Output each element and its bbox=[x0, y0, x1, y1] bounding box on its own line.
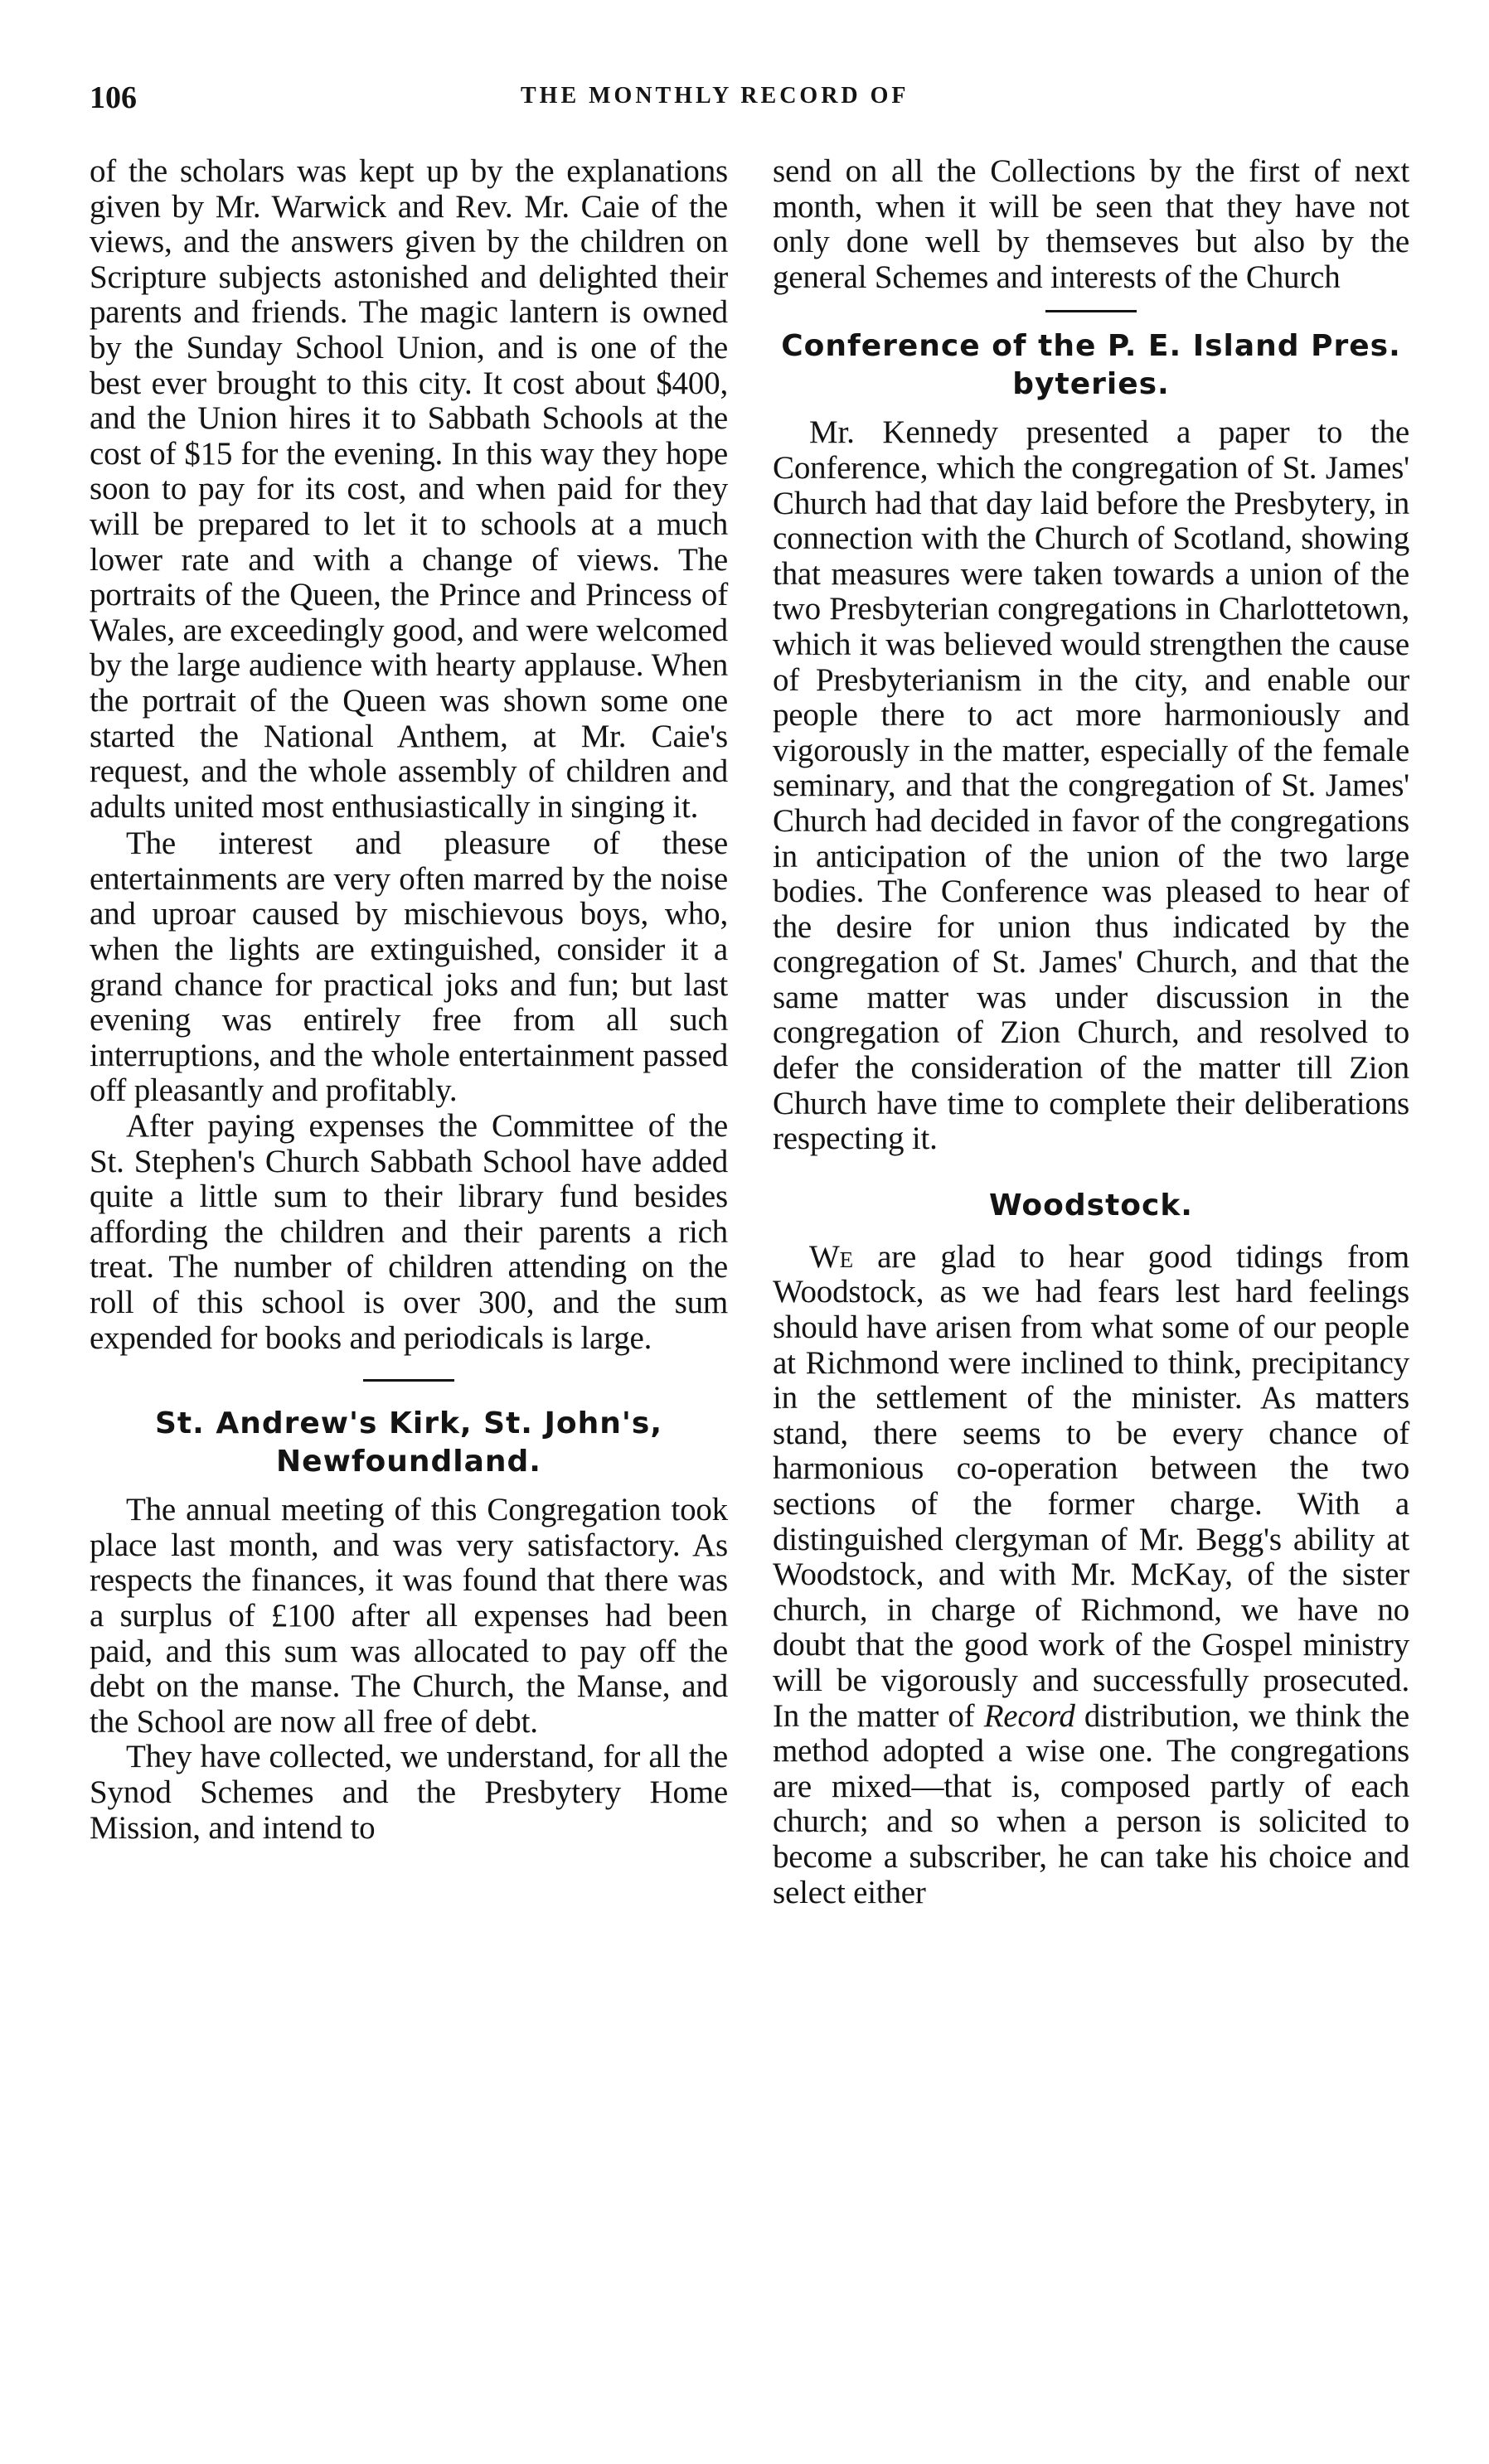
paragraph-collections-continued: send on all the Collections by the first of next month, when it will be seen that they have not only done well by themseves but also by the general Schemes and interests of the Church bbox=[773, 153, 1409, 295]
paragraph-text: distribution, we think the method adopted a wise one. The congregations are mixed—that is, composed partly of each church; and so when a person is solicited to become a subscriber, he can take his choice and select either bbox=[773, 1697, 1409, 1910]
paragraph-conference: Mr. Kennedy presented a paper to the Conference, which the congregation of St. James' Church had that day laid before the Presbytery, in connection with the Church of Scotland, showing that measures were taken towards a union of the two Presbyterian congregations in Charlottetown, which it was believed would strengthen the cause of Presbyterianism in the city, and enable our people there to act more harmoniously and vigorously in the matter, especially of the female seminary, and that the congregation of St. James' Church had decided in favor of the congregations in anticipation of the union of the two large bodies. The Conference was pleased to hear of the desire for union thus indicated by the congregation of St. James' Church, and that the same matter was under discussion in the congregation of Zion Church, and resolved to defer the consideration of the matter till Zion Church have time to complete their deliberations respecting it. bbox=[773, 414, 1409, 1157]
heading-line: byteries. bbox=[1012, 367, 1170, 402]
paragraph-annual-meeting: The annual meeting of this Congregation took place last month, and was very satisfactory. As respects the finances, it was found that there was a surplus of £100 after all expenses had been paid, and this sum was allocated to pay off the debt on the manse. The Church, the Manse, and the School are now all free of debt. bbox=[90, 1492, 728, 1740]
heading-line: Newfoundland. bbox=[276, 1445, 541, 1479]
heading-woodstock: Woodstock. bbox=[989, 1188, 1193, 1222]
heading-conference-pei bbox=[773, 327, 1409, 404]
italic-record: Record bbox=[983, 1697, 1075, 1734]
drop-lead-word: We bbox=[809, 1238, 853, 1275]
left-column bbox=[90, 154, 728, 1846]
page-number: 106 bbox=[90, 80, 137, 115]
paragraph-text: are glad to hear good tidings from Woodstock, as we had fears lest hard feelings should have arisen from what some of our people at Richmond were inclined to think, precipitancy in the settlement of the minister. As matters stand, there seems to be every chance of harmonious co-operation between the two sections of the former charge. With a distinguished clergyman of Mr. Begg's ability at Woodstock, and with Mr. McKay, of the sister church, in charge of Richmond, we have no doubt that the good work of the Gospel ministry will be vigorously and successfully prosecuted. In the matter of bbox=[773, 1238, 1409, 1734]
running-title: THE MONTHLY RECORD OF bbox=[521, 83, 909, 109]
heading-line: Conference of the P. E. Island Pres. bbox=[781, 329, 1401, 364]
paragraph-committee: After paying expenses the Committee of the St. Stephen's Church Sabbath School have added quite a little sum to their library fund besides affording the children and their parents a rich treat. The number of children attending on the roll of this school is over 300, and the sum expended for books and periodicals is large. bbox=[90, 1108, 728, 1356]
paragraph-collections: They have collected, we understand, for all the Synod Schemes and the Presbytery Home Mission, and intend to bbox=[90, 1739, 728, 1846]
section-rule bbox=[1045, 310, 1137, 312]
paragraph-woodstock bbox=[773, 1240, 1409, 1910]
section-rule bbox=[363, 1379, 454, 1382]
paragraph-interruptions: The interest and pleasure of these entertainments are very often marred by the noise and uproar caused by mischievous boys, who, when the lights are extinguished, consider it a grand chance for practical joks and fun; but last evening was entirely free from all such interruptions, and the whole entertainment passed off pleasantly and profitably. bbox=[90, 825, 728, 1109]
paragraph-magic-lantern: of the scholars was kept up by the explanations given by Mr. Warwick and Rev. Mr. Caie of the views, and the answers given by the children on Scripture subjects astonished and delighted their parents and friends. The magic lantern is owned by the Sunday School Union, and is one of the best ever brought to this city. It cost about $400, and the Union hires it to Sabbath Schools at the cost of $15 for the evening. In this way they hope soon to pay for its cost, and when paid for they will be prepared to let it to schools at a much lower rate and with a change of views. The portraits of the Queen, the Prince and Princess of Wales, are exceedingly good, and were welcomed by the large audience with hearty applause. When the portrait of the Queen was shown some one started the National Anthem, at Mr. Caie's request, and the whole assembly of children and adults united most enthusiastically in singing it. bbox=[90, 153, 728, 825]
right-column bbox=[773, 154, 1409, 1910]
heading-line: St. Andrew's Kirk, St. John's, bbox=[154, 1406, 662, 1441]
running-head bbox=[90, 80, 1416, 119]
heading-st-andrews-kirk bbox=[90, 1405, 728, 1481]
